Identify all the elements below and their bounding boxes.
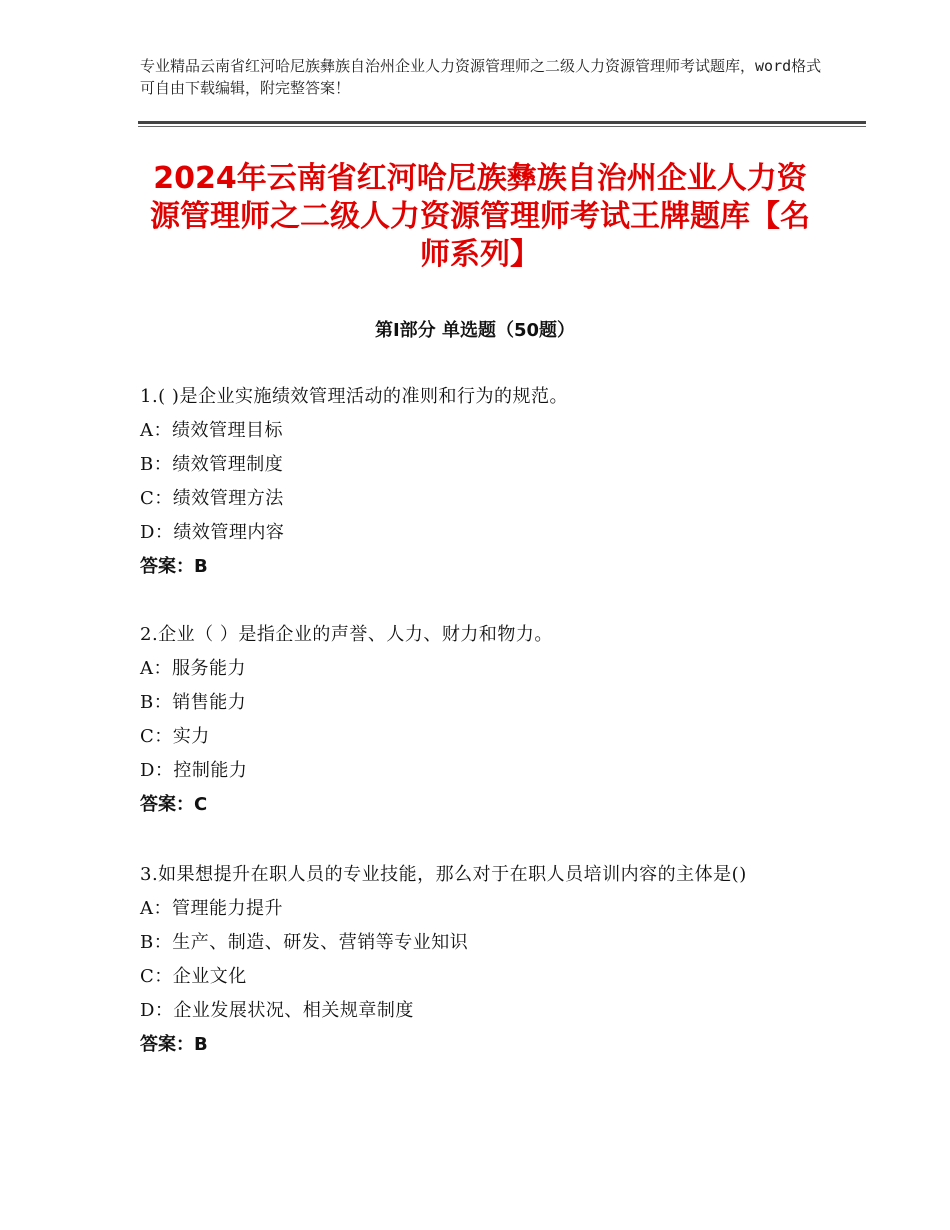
option-c: C：绩效管理方法 — [140, 488, 284, 509]
question-stem: 2.企业（ ）是指企业的声誉、人力、财力和物力。 — [140, 624, 553, 645]
option-b: B：生产、制造、研发、营销等专业知识 — [140, 932, 469, 953]
answer-value: B — [194, 556, 208, 577]
question-2 — [140, 618, 820, 822]
option-a: A：绩效管理目标 — [140, 420, 283, 441]
document-title: 2024年云南省红河哈尼族彝族自治州企业人力资源管理师之二级人力资源管理师考试王牌题库【名师系列】 — [150, 161, 810, 272]
option-d: D：企业发展状况、相关规章制度 — [140, 1000, 414, 1021]
question-3 — [140, 858, 820, 1062]
header-note: 专业精品云南省红河哈尼族彝族自治州企业人力资源管理师之二级人力资源管理师考试题库，word格式可自由下载编辑，附完整答案！ — [140, 57, 822, 97]
answer-value: B — [194, 1034, 208, 1055]
question-1 — [140, 380, 820, 584]
option-c: C：实力 — [140, 726, 210, 747]
answer-label: 答案： — [140, 1034, 194, 1055]
header-divider-thin — [138, 126, 866, 127]
answer-line — [140, 1028, 820, 1062]
answer-label: 答案： — [140, 794, 194, 815]
option-d: D：绩效管理内容 — [140, 522, 285, 543]
answer-line — [140, 788, 820, 822]
section-heading: 第Ⅰ部分 单选题（50题） — [374, 320, 575, 341]
question-stem: 3.如果想提升在职人员的专业技能，那么对于在职人员培训内容的主体是() — [140, 864, 747, 885]
question-stem: 1.( )是企业实施绩效管理活动的准则和行为的规范。 — [140, 386, 568, 407]
option-b: B：销售能力 — [140, 692, 247, 713]
option-c: C：企业文化 — [140, 966, 247, 987]
option-d: D：控制能力 — [140, 760, 248, 781]
option-a: A：服务能力 — [140, 658, 246, 679]
answer-label: 答案： — [140, 556, 194, 577]
option-a: A：管理能力提升 — [140, 898, 283, 919]
answer-line — [140, 550, 820, 584]
answer-value: C — [194, 794, 208, 815]
option-b: B：绩效管理制度 — [140, 454, 284, 475]
header-divider-thick — [138, 121, 866, 124]
